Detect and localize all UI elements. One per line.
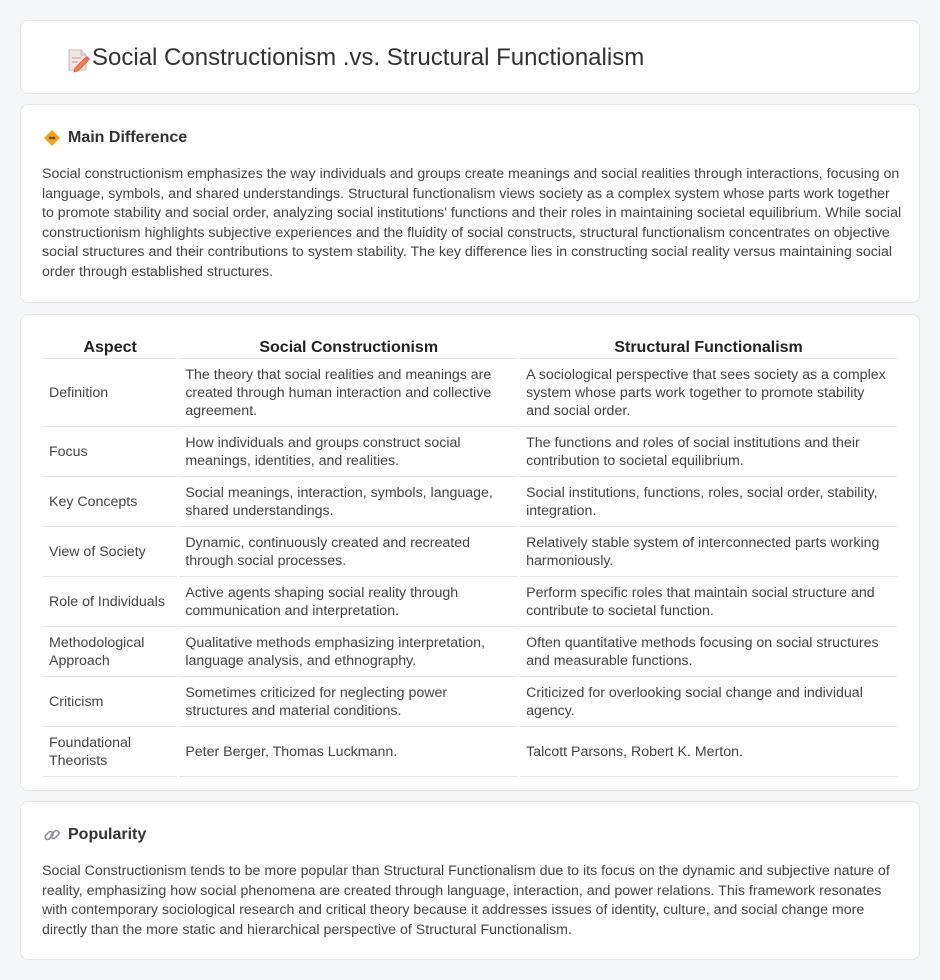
popularity-card <box>20 801 920 960</box>
social-constructionism-cell: The theory that social realities and meanings are created through human interaction and collective agreement. <box>179 359 518 427</box>
comparison-card <box>20 314 920 791</box>
main-difference-card <box>20 104 920 303</box>
aspect-cell: Methodological Approach <box>43 627 177 677</box>
table-row <box>43 727 897 777</box>
social-constructionism-cell: Dynamic, continuously created and recreated through social processes. <box>179 527 518 577</box>
table-row <box>43 477 897 527</box>
title-card <box>20 20 920 94</box>
social-constructionism-cell: Qualitative methods emphasizing interpretation, language analysis, and ethnography. <box>179 627 518 677</box>
page-title: Social Constructionism .vs. Structural Functionalism <box>92 44 645 71</box>
link-icon <box>43 826 61 844</box>
social-constructionism-cell: Peter Berger, Thomas Luckmann. <box>179 727 518 777</box>
aspect-cell: Foundational Theorists <box>43 727 177 777</box>
social-constructionism-cell: How individuals and groups construct social meanings, identities, and realities. <box>179 427 518 477</box>
header-aspect: Aspect <box>43 335 177 359</box>
structural-functionalism-cell: Perform specific roles that maintain social structure and contribute to societal function. <box>520 577 897 627</box>
aspect-cell: Role of Individuals <box>43 577 177 627</box>
comparison-table <box>41 335 899 777</box>
table-header-row <box>43 335 897 359</box>
social-constructionism-cell: Sometimes criticized for neglecting power structures and material conditions. <box>179 677 518 727</box>
header-structural-functionalism: Structural Functionalism <box>520 335 897 359</box>
structural-functionalism-cell: A sociological perspective that sees society as a complex system whose parts work together to promote stability and social order. <box>520 359 897 427</box>
aspect-cell: View of Society <box>43 527 177 577</box>
aspect-cell: Key Concepts <box>43 477 177 527</box>
aspect-cell: Focus <box>43 427 177 477</box>
table-row <box>43 427 897 477</box>
structural-functionalism-cell: Talcott Parsons, Robert K. Merton. <box>520 727 897 777</box>
structural-functionalism-cell: Criticized for overlooking social change and individual agency. <box>520 677 897 727</box>
main-difference-title: Main Difference <box>68 129 188 146</box>
table-row <box>43 527 897 577</box>
document-pencil-icon <box>65 47 91 73</box>
structural-functionalism-cell: Relatively stable system of interconnected parts working harmoniously. <box>520 527 897 577</box>
structural-functionalism-cell: Social institutions, functions, roles, social order, stability, integration. <box>520 477 897 527</box>
social-constructionism-cell: Active agents shaping social reality through communication and interpretation. <box>179 577 518 627</box>
structural-functionalism-cell: Often quantitative methods focusing on social structures and measurable functions. <box>520 627 897 677</box>
table-row <box>43 359 897 427</box>
popularity-title: Popularity <box>68 826 147 843</box>
aspect-cell: Criticism <box>43 677 177 727</box>
table-row <box>43 627 897 677</box>
main-difference-heading <box>43 128 187 148</box>
header-social-constructionism: Social Constructionism <box>179 335 518 359</box>
popularity-heading <box>43 825 146 845</box>
social-constructionism-cell: Social meanings, interaction, symbols, language, shared understandings. <box>179 477 518 527</box>
table-row <box>43 577 897 627</box>
popularity-text: Social Constructionism tends to be more popular than Structural Functionalism due to its focus on the dynamic and subjective nature of reality, emphasizing how social phenomena are created through language, interaction, and power relations. This framework resonates with contemporary sociological research and critical theory because it addresses issues of identity, culture, and social change more directly than the more static and hierarchical perspective of Structural Functionalism. <box>42 863 890 938</box>
main-difference-text: Social constructionism emphasizes the way individuals and groups create meanings and social realities through interactions, focusing on language, symbols, and shared understandings. Structural functionalism views society as a complex system whose parts work together to promote stability and social order, analyzing social institutions' functions and their roles in maintaining societal equilibrium. While social constructionism highlights subjective experiences and the fluidity of social constructs, structural functionalism concentrates on objective social structures and their contributions to system stability. The key difference lies in constructing social reality versus maintaining social order through established structures. <box>42 166 902 280</box>
diamond-arrows-icon <box>43 129 61 147</box>
structural-functionalism-cell: The functions and roles of social institutions and their contribution to societal equilibrium. <box>520 427 897 477</box>
table-row <box>43 677 897 727</box>
aspect-cell: Definition <box>43 359 177 427</box>
